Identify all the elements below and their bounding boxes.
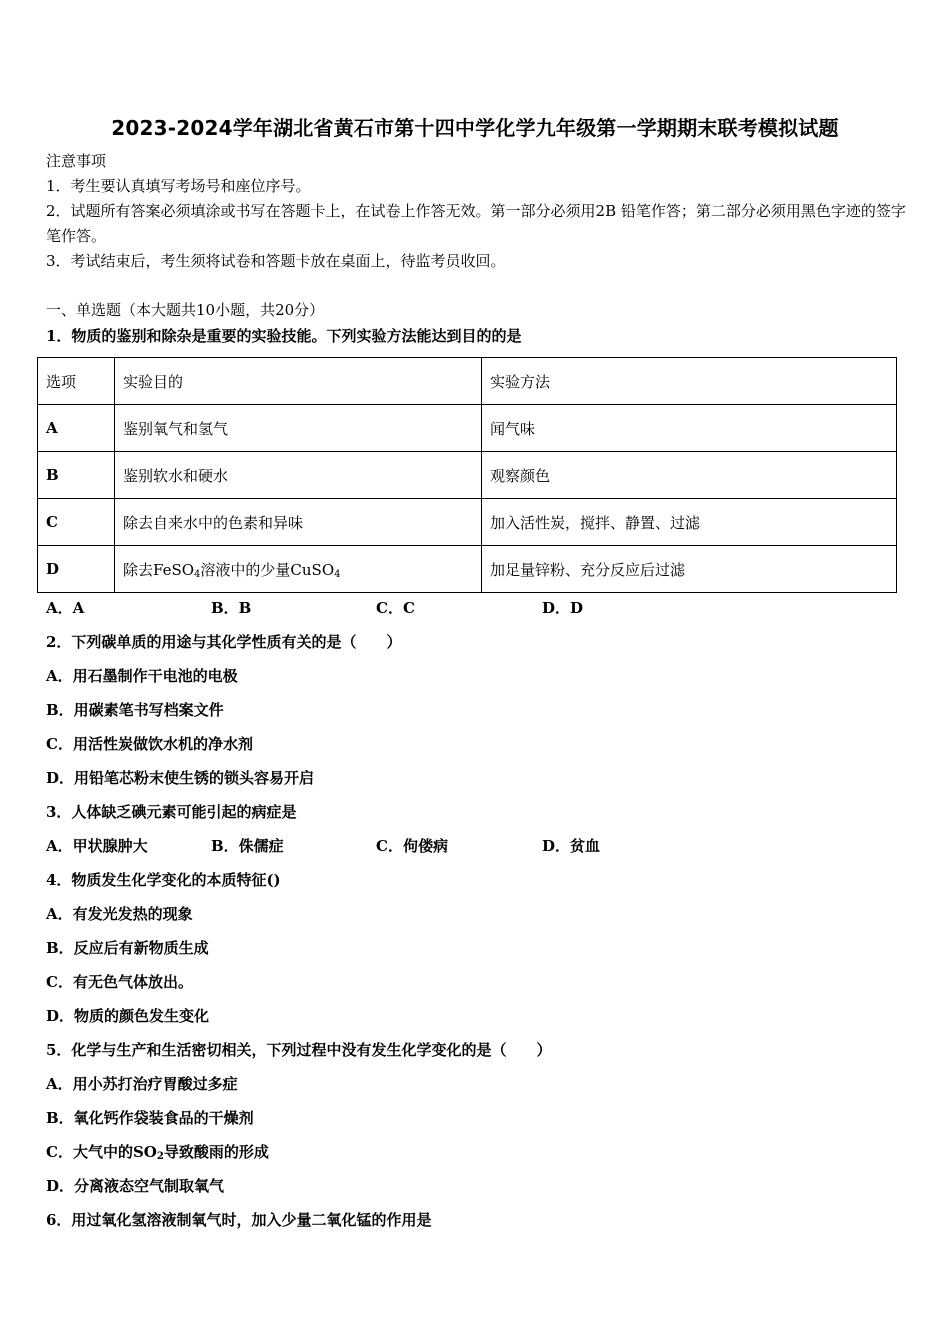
subscript-2: 2	[156, 1151, 164, 1162]
q4-option-c: C．有无色气体放出。	[46, 973, 193, 991]
row-method: 加足量锌粉、充分反应后过滤	[482, 546, 897, 593]
row-purpose: 鉴别软水和硬水	[115, 452, 482, 499]
q4-option-b: B．反应后有新物质生成	[46, 939, 209, 957]
question-4-stem: 4．物质发生化学变化的本质特征()	[46, 871, 281, 889]
exam-title: 2023-2024学年湖北省黄石市第十四中学化学九年级第一学期期末联考模拟试题	[111, 116, 839, 140]
q3-option-d: D．贫血	[542, 837, 601, 855]
question-2-stem: 2．下列碳单质的用途与其化学性质有关的是（ ）	[46, 633, 402, 651]
notice-item-3: 3．考试结束后，考生须将试卷和答题卡放在桌面上，待监考员收回。	[46, 252, 506, 270]
subscript-4: 4	[334, 568, 341, 580]
row-purpose: 鉴别氧气和氢气	[115, 405, 482, 452]
q5-option-c-text-1: C．大气中的SO	[46, 1143, 157, 1161]
q2-option-c: C．用活性炭做饮水机的净水剂	[46, 735, 253, 753]
header-method: 实验方法	[482, 358, 897, 405]
table-row	[38, 546, 897, 593]
q3-option-a: A．甲状腺肿大	[46, 837, 148, 855]
q4-option-d: D．物质的颜色发生变化	[46, 1007, 210, 1025]
question-6-stem: 6．用过氧化氢溶液制氧气时，加入少量二氧化锰的作用是	[46, 1211, 432, 1229]
q1-option-c: C．C	[376, 599, 415, 617]
question-3-stem: 3．人体缺乏碘元素可能引起的病症是	[46, 803, 297, 821]
row-option: B	[38, 452, 115, 499]
table-row	[38, 499, 897, 546]
q4-option-a: A．有发光发热的现象	[46, 905, 193, 923]
q3-option-c: C．佝偻病	[376, 837, 448, 855]
q5-option-a: A．用小苏打治疗胃酸过多症	[46, 1075, 238, 1093]
row-option: D	[38, 546, 115, 593]
purpose-text-2: 溶液中的少量CuSO	[200, 560, 335, 579]
row-option: A	[38, 405, 115, 452]
header-purpose: 实验目的	[115, 358, 482, 405]
q3-option-b: B．侏儒症	[211, 837, 284, 855]
table-row	[38, 452, 897, 499]
notice-item-1: 1．考生要认真填写考场号和座位序号。	[46, 177, 311, 195]
notice-item-2: 2．试题所有答案必须填涂或书写在答题卡上，在试卷上作答无效。第一部分必须用2B 铅笔作答；第二部分必须用黑色字迹的签字笔作答。	[46, 202, 906, 245]
notice-heading: 注意事项	[46, 152, 107, 170]
section-heading: 一、单选题（本大题共10小题，共20分）	[46, 301, 325, 319]
table-header-row	[38, 358, 897, 405]
q5-option-d: D．分离液态空气制取氧气	[46, 1177, 225, 1195]
q2-option-b: B．用碳素笔书写档案文件	[46, 701, 224, 719]
row-method: 加入活性炭，搅拌、静置、过滤	[482, 499, 897, 546]
q1-option-d: D．D	[542, 599, 584, 617]
row-purpose: 除去自来水中的色素和异味	[115, 499, 482, 546]
experiment-table	[37, 357, 897, 593]
q5-option-b: B．氧化钙作袋装食品的干燥剂	[46, 1109, 254, 1127]
q5-option-c-text-2: 导致酸雨的形成	[163, 1143, 269, 1161]
row-purpose	[115, 546, 482, 593]
header-option: 选项	[38, 358, 115, 405]
question-5-stem: 5．化学与生产和生活密切相关，下列过程中没有发生化学变化的是（ ）	[46, 1041, 552, 1059]
q5-option-c	[46, 1142, 269, 1167]
purpose-text-1: 除去FeSO	[123, 560, 195, 579]
q2-option-a: A．用石墨制作干电池的电极	[46, 667, 238, 685]
q1-option-a: A．A	[46, 599, 85, 617]
q1-option-b: B．B	[211, 599, 252, 617]
subscript-4: 4	[194, 568, 201, 580]
row-method: 观察颜色	[482, 452, 897, 499]
table-row	[38, 405, 897, 452]
row-option: C	[38, 499, 115, 546]
q2-option-d: D．用铅笔芯粉末使生锈的锁头容易开启	[46, 769, 315, 787]
question-1-stem: 1．物质的鉴别和除杂是重要的实验技能。下列实验方法能达到目的的是	[46, 327, 522, 345]
row-method: 闻气味	[482, 405, 897, 452]
